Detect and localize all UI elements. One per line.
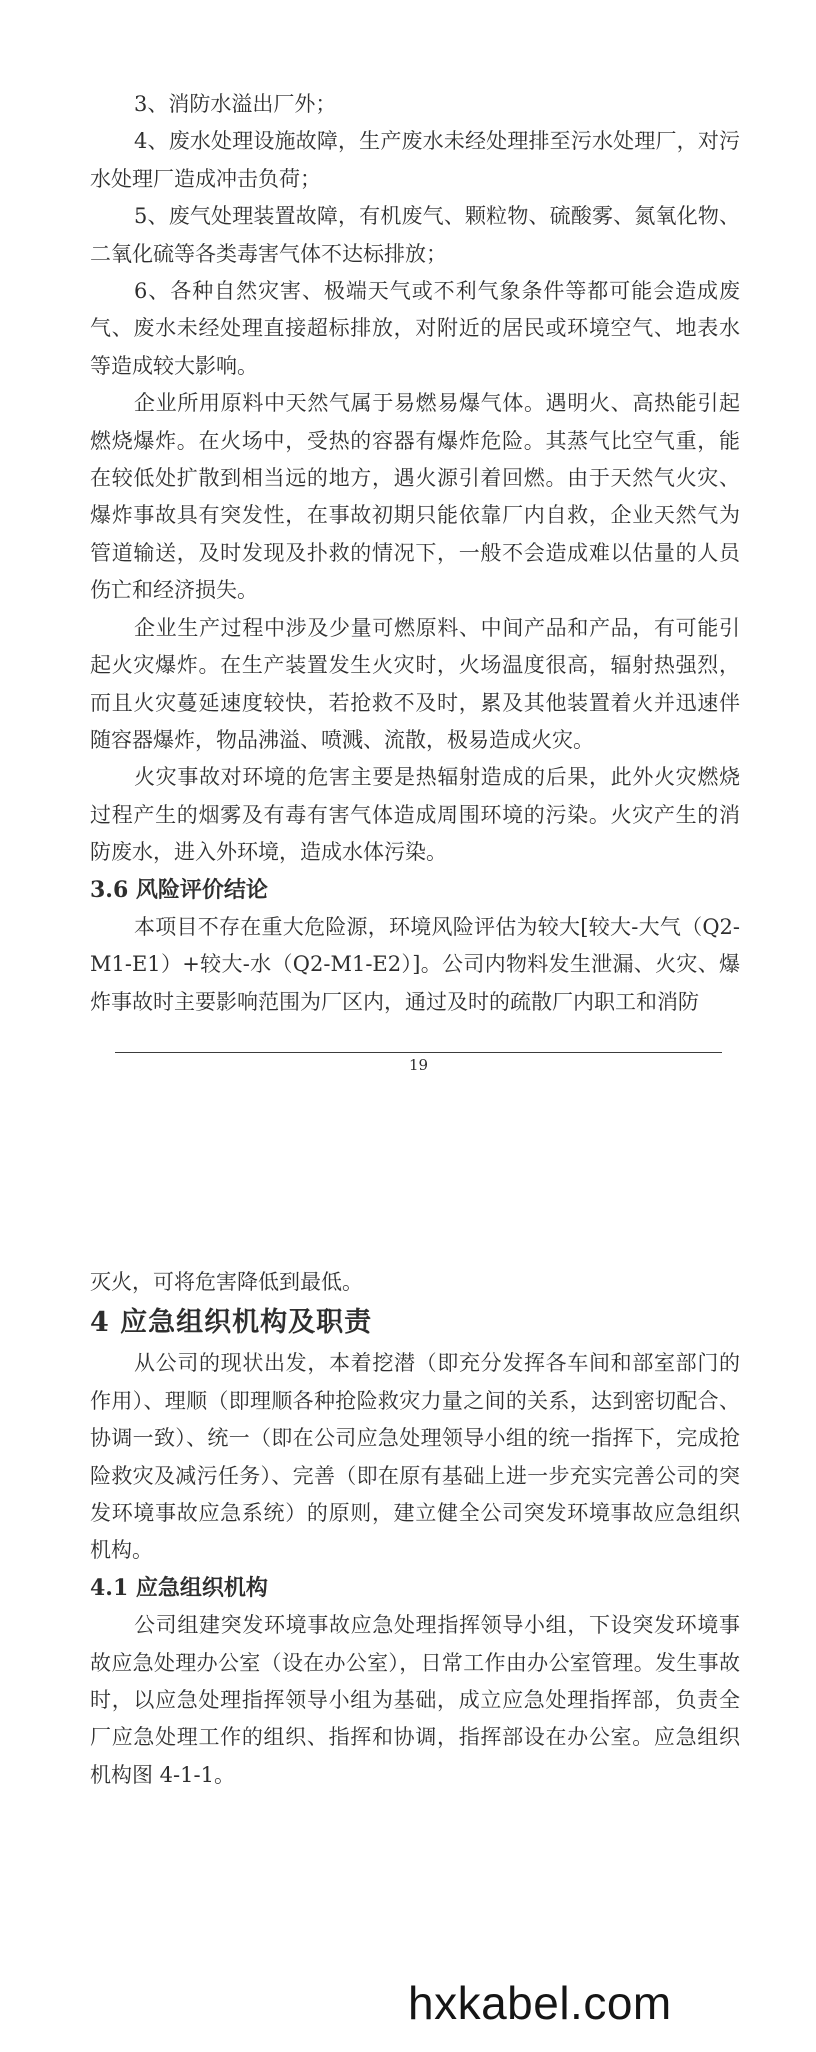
paragraph: 从公司的现状出发，本着挖潜（即充分发挥各车间和部室部门的作用）、理顺（即理顺各种抢险救灾力量之间的关系，达到密切配合、协调一致）、统一（即在公司应急处理领导小组的统一指挥下，完成抢险救灾及减污任务）、完善（即在原有基础上进一步充实完善公司的突发环境事故应急系统）的原则，建立健全公司突发环境事故应急组织机构。 bbox=[90, 1351, 740, 1563]
section-heading: 4 应急组织机构及职责 bbox=[90, 1307, 373, 1339]
paragraph: 企业生产过程中涉及少量可燃原料、中间产品和产品，有可能引起火灾爆炸。在生产装置发生火灾时，火场温度很高，辐射热强烈，而且火灾蔓延速度较快，若抢救不及时，累及其他装置着火并迅速伴随容器爆炸，物品沸溢、喷溅、流散，极易造成火灾。 bbox=[90, 615, 740, 752]
paragraph: 灭火，可将危害降低到最低。 bbox=[90, 1270, 363, 1294]
paragraph: 公司组建突发环境事故应急处理指挥领导小组，下设突发环境事故应急处理办公室（设在办公室），日常工作由办公室管理。发生事故时，以应急处理指挥领导小组为基础，成立应急处理指挥部，负责全厂应急处理工作的组织、指挥和协调，指挥部设在办公室。应急组织机构图 4-1-1。 bbox=[90, 1613, 740, 1787]
page1-text-column bbox=[90, 86, 740, 1021]
section-heading: 4.1 应急组织机构 bbox=[90, 1574, 268, 1601]
page2-text-column bbox=[90, 1264, 740, 1794]
paragraph: 火灾事故对环境的危害主要是热辐射造成的后果，此外火灾燃烧过程产生的烟雾及有毒有害气体造成周围环境的污染。火灾产生的消防废水，进入外环境，造成水体污染。 bbox=[90, 765, 740, 865]
section-heading: 3.6 风险评价结论 bbox=[90, 876, 268, 903]
paragraph: 本项目不存在重大危险源，环境风险评估为较大[较大-大气（Q2-M1-E1）+较大-水（Q2-M1-E2）]。公司内物料发生泄漏、火灾、爆炸事故时主要影响范围为厂区内，通过及时的疏散厂内职工和消防 bbox=[90, 914, 740, 1014]
watermark-text: hxkabel.com bbox=[408, 1977, 672, 2029]
paragraph: 企业所用原料中天然气属于易燃易爆气体。遇明火、高热能引起燃烧爆炸。在火场中，受热的容器有爆炸危险。其蒸气比空气重，能在较低处扩散到相当远的地方，遇火源引着回燃。由于天然气火灾、爆炸事故具有突发性，在事故初期只能依靠厂内自救，企业天然气为管道输送，及时发现及扑救的情况下，一般不会造成难以估量的人员伤亡和经济损失。 bbox=[90, 391, 740, 603]
paragraph: 6、各种自然灾害、极端天气或不利气象条件等都可能会造成废气、废水未经处理直接超标排放，对附近的居民或环境空气、地表水等造成较大影响。 bbox=[90, 279, 740, 378]
paragraph: 5、废气处理装置故障，有机废气、颗粒物、硫酸雾、氮氧化物、二氧化硫等各类毒害气体不达标排放； bbox=[90, 204, 740, 266]
paragraph: 4、废水处理设施故障，生产废水未经处理排至污水处理厂，对污水处理厂造成冲击负荷； bbox=[90, 129, 740, 191]
footer-divider bbox=[115, 1052, 722, 1053]
page-number: 19 bbox=[408, 1056, 429, 1074]
paragraph: 3、消防水溢出厂外； bbox=[134, 92, 337, 116]
